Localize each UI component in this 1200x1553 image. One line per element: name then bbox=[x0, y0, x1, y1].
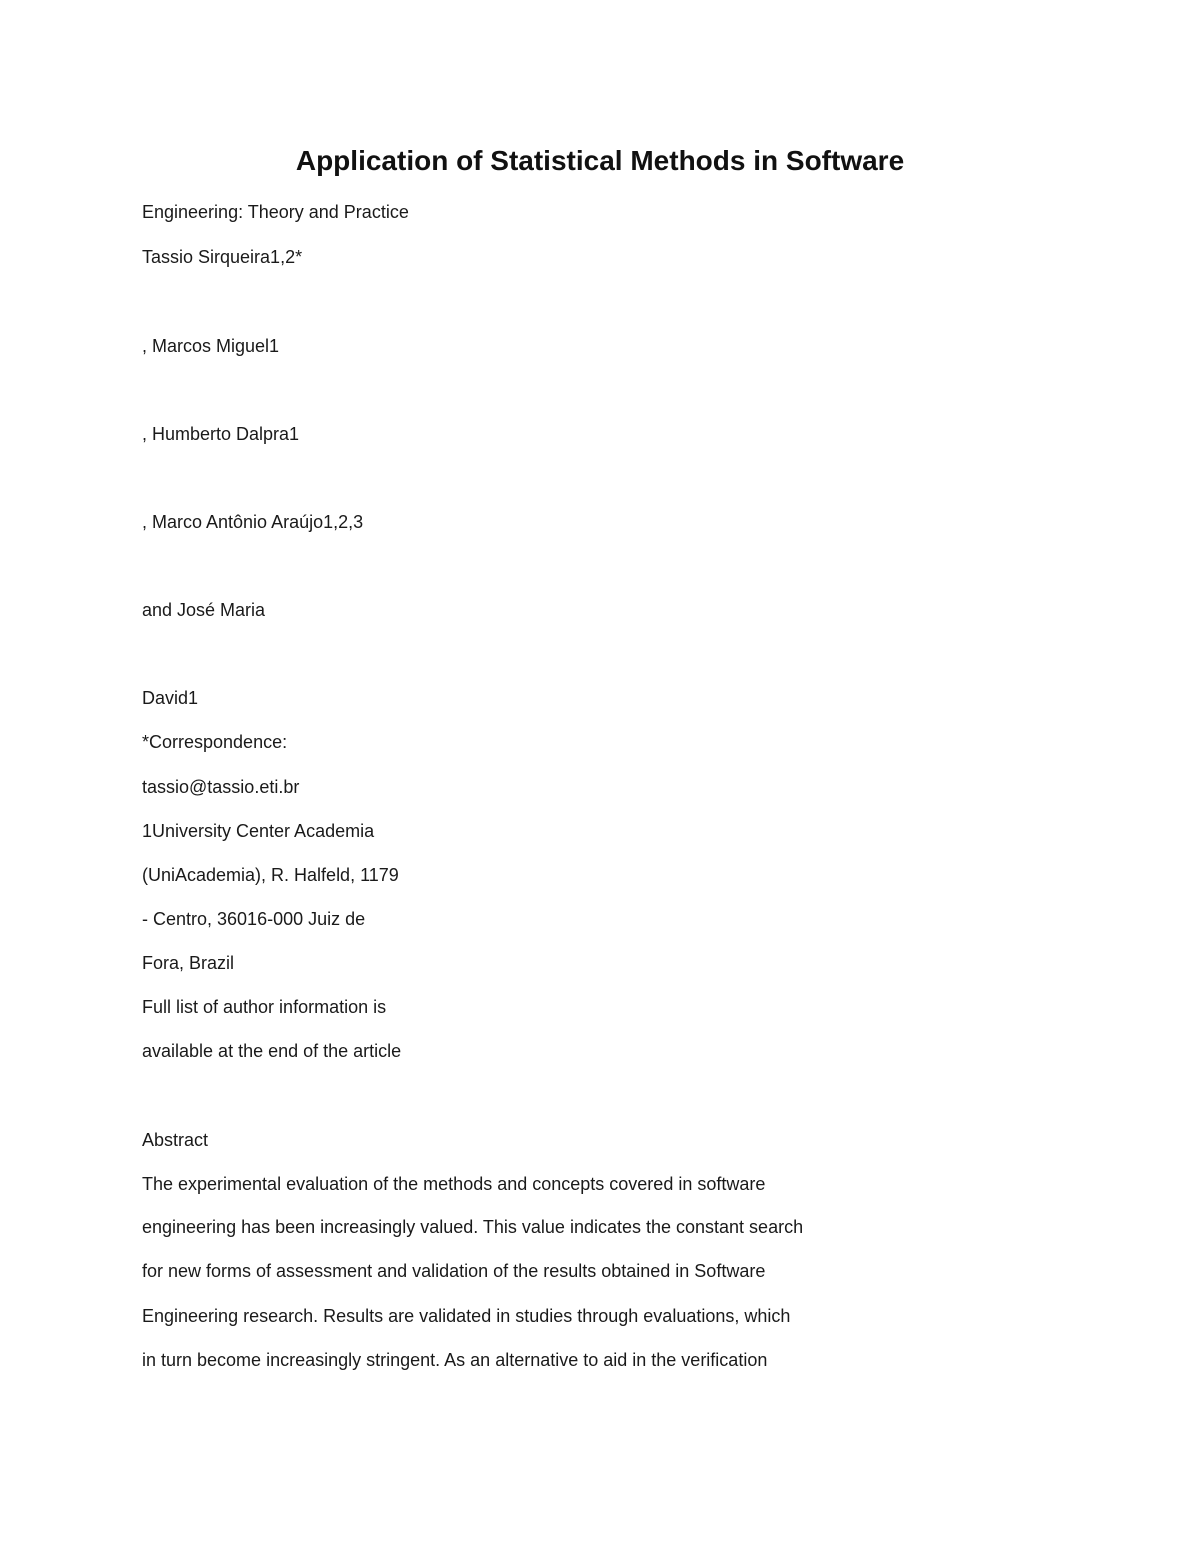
author-line: David1 bbox=[142, 688, 199, 708]
abstract-heading: Abstract bbox=[142, 1130, 209, 1150]
affiliation-line: (UniAcademia), R. Halfeld, 1179 bbox=[142, 865, 399, 885]
author-line: , Marcos Miguel1 bbox=[142, 336, 280, 356]
title-continuation: Engineering: Theory and Practice bbox=[142, 202, 409, 222]
paper-title: Application of Statistical Methods in Software bbox=[295, 145, 905, 176]
author-line: , Humberto Dalpra1 bbox=[142, 424, 300, 444]
correspondence-label: *Correspondence: bbox=[142, 732, 288, 752]
abstract-line: engineering has been increasingly valued. This value indicates the constant search bbox=[142, 1217, 804, 1237]
abstract-line: Engineering research. Results are validated in studies through evaluations, which bbox=[142, 1306, 791, 1326]
affiliation-line: - Centro, 36016-000 Juiz de bbox=[142, 909, 366, 929]
affiliation-line: Fora, Brazil bbox=[142, 953, 235, 973]
abstract-line: in turn become increasingly stringent. As an alternative to aid in the verification bbox=[142, 1350, 768, 1370]
author-info-note: Full list of author information is bbox=[142, 997, 387, 1017]
correspondence-email: tassio@tassio.eti.br bbox=[142, 777, 300, 797]
author-line: , Marco Antônio Araújo1,2,3 bbox=[142, 512, 364, 532]
abstract-line: The experimental evaluation of the methods and concepts covered in software bbox=[142, 1174, 766, 1194]
affiliation-line: 1University Center Academia bbox=[142, 821, 375, 841]
author-line: and José Maria bbox=[142, 600, 266, 620]
author-line: Tassio Sirqueira1,2* bbox=[142, 247, 303, 267]
abstract-line: for new forms of assessment and validation of the results obtained in Software bbox=[142, 1261, 766, 1281]
author-info-note: available at the end of the article bbox=[142, 1041, 402, 1061]
